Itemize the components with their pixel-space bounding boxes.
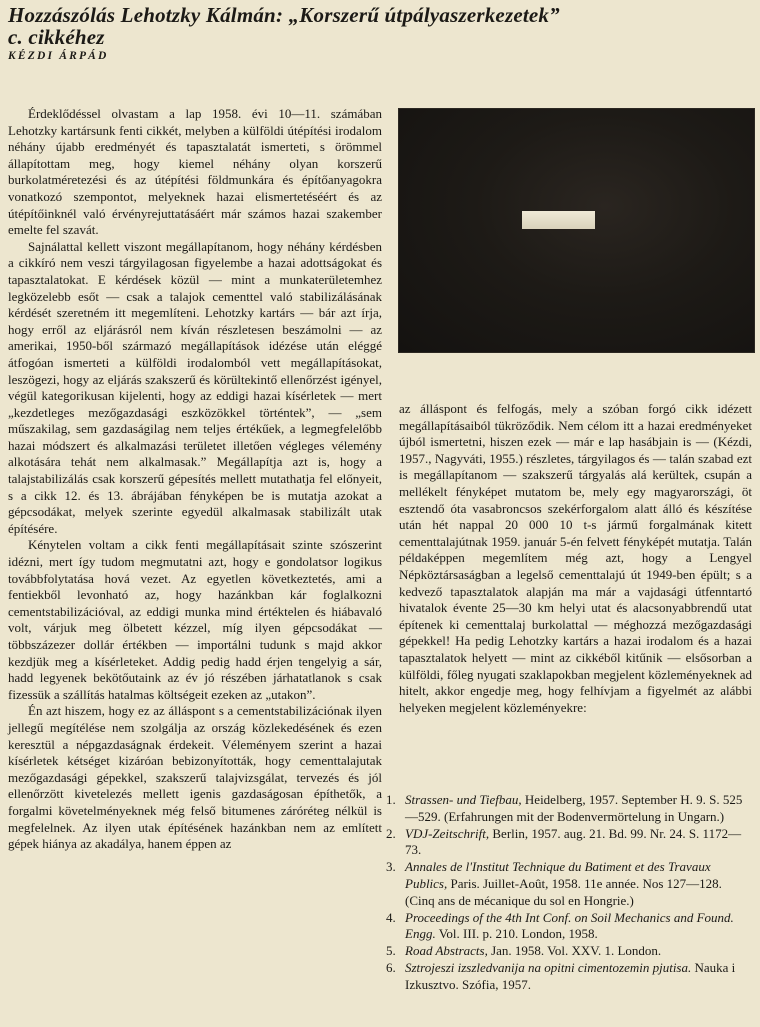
paragraph: Érdeklődéssel olvastam a lap 1958. évi 10—11. számában Lehotzky kartársunk fenti cikkét, melyben a külföldi útépítési irodalom néhány újabb eredményét és tapasztalatát ismerteti, s örömmel állapítottam meg, hogy kiemel néhány olyan korszerű burkolatméretezési és az útépítési földmunkára és építőanyagokra vonatkozó szempontot, melyeknek hazai elismertetéséért és az útépítőinknél való érvényrejuttatásáért már számos hazai szakember emelte fel szavát. bbox=[8, 106, 382, 238]
reference-item bbox=[380, 859, 752, 909]
reference-source: Annales de l'Institut Technique du Batiment et des Travaux Publics, bbox=[405, 859, 711, 891]
reference-item bbox=[380, 826, 752, 859]
reference-item bbox=[380, 943, 752, 960]
reference-source: Proceedings of the 4th Int Conf. on Soil Mechanics and Found. Engg. bbox=[405, 909, 734, 942]
reference-details: Jan. 1958. Vol. XXV. 1. London. bbox=[487, 943, 662, 959]
reference-item bbox=[380, 792, 752, 825]
reference-source: VDJ-Zeitschrift, bbox=[405, 825, 490, 841]
reference-source: Sztrojeszi izszledvanija na opitni cimentozemin pjutisa. bbox=[405, 960, 692, 976]
right-column bbox=[399, 401, 752, 716]
reference-item bbox=[380, 910, 752, 943]
reference-details: Heidelberg, 1957. September H. 9. S. 525—529. (Erfahrungen mit der Bodenvermörtelung in Ungarn.) bbox=[405, 792, 743, 824]
reference-details: Paris. Juillet-Août, 1958. 11e année. Nos 127—128. (Cinq ans de mécanique du sol en Hongrie.) bbox=[405, 875, 722, 908]
reference-list bbox=[380, 792, 752, 994]
reference-source: Road Abstracts, bbox=[405, 943, 488, 959]
reference-number: 1. bbox=[386, 792, 396, 807]
paragraph: Kénytelen voltam a cikk fenti megállapításait szinte szószerint idézni, mert így tudom megmutatni azt, hogy e gondolatsor logikus továbbfolytatása hová vezet. Az egyetlen következtetés, ami a fentiekből levonható az, hogy hazánkban kár foglalkozni cementstabilizációval, az eddigi munka mind értéktelen és hiábavaló volt, várjuk meg ölbetett kézzel, míg ilyen gépcsodákat — többszázezer dollár értékben — importálni tudunk s majd akkor kezdjük meg a kísérleteket. Addig pedig hadd érjen tengelyig a sár, hadd legyenek bekötőutaink az év jó részében járhatatlanok s csak fizessük a szállítás hatalmas költségeit ezeken az „utakon”. bbox=[8, 537, 382, 702]
reference-number: 2. bbox=[386, 825, 396, 841]
reference-item bbox=[380, 960, 752, 993]
road-photograph bbox=[398, 108, 755, 353]
reference-details: Berlin, 1957. aug. 21. Bd. 99. Nr. 24. S. 1172—73. bbox=[405, 825, 742, 858]
left-column bbox=[8, 106, 382, 853]
article-title bbox=[8, 4, 748, 48]
reference-number: 3. bbox=[386, 859, 396, 875]
paragraph: Én azt hiszem, hogy ez az álláspont s a cementstabilizációnak ilyen jellegű megítélése nem szolgálja az ország közlekedésének és ezen keresztül a népgazdaságnak érdekeit. Véleményem szerint a hazai kísérletek kétséget kizáróan bebizonyították, hogy cementtalajutak mezőgazdasági gépekkel, szakszerű talajvizsgálat, tervezés és jól ellenőrzött kivetelezés mellett igenis gazdaságosan építhetők, a forgalmi követelményeknek még felső bitumenes záróréteg nélkül is megfelelnek. Az ilyen utak építésének hazánkban nem az említett gépek hiánya az akadálya, hanem éppen az bbox=[8, 703, 382, 852]
photo-specimen bbox=[522, 211, 595, 229]
title-line-1: Hozzászólás Lehotzky Kálmán: „Korszerű útpályaszerkezetek” bbox=[8, 3, 560, 27]
title-line-2: c. cikkéhez bbox=[8, 25, 105, 49]
reference-number: 4. bbox=[386, 909, 396, 925]
paragraph: Sajnálattal kellett viszont megállapítanom, hogy néhány kérdésben a cikkíró nem veszi tárgyilagosan figyelembe a hazai adottságokat és tapasztalatokat. E kérdések közül — mint a munkaterületemhez legközelebb esőt — csak a talajok cementtel való stabilizálásának kérdését szeretném itt megemlíteni. Lehotzky kartárs — bár azt írja, hogy erről az eljárásról nem kíván részletesen beszámolni — az amerikai, 1950-ből származó megállapítások idézése után eléggé átfogóan ismerteti a külföldi irodalomból vett megállapításokat, leszögezi, hogy az eljárás szakszerű és körültekintő ellenőrzést igényel, végül kategorikusan kijelenti, hogy az eddigi hazai kísérletek — mert „kezdetleges mezőgazdasági eszközökkel történtek”, — „sem műszakilag, sem gazdaságilag nem teljes értékűek, a legmegfelelőbb hazai módszert és alkalmazási területet illetően végleges vélemény alkotására tehát nem alkalmasak.” Megállapítja azt is, hogy a talajstabilizálás csak korszerű gépesítés mellett mutathatja fel előnyeit, s a cikk 12. és 13. ábrájában fényképen be is mutatja azokat a gépcsodákat, melyek szerinte egyedül alkalmasak stabilizált utak építésére. bbox=[8, 238, 382, 536]
reference-number: 5. bbox=[386, 943, 396, 959]
reference-source: Strassen- und Tiefbau, bbox=[405, 792, 522, 807]
reference-number: 6. bbox=[386, 960, 396, 976]
author-name: KÉZDI ÁRPÁD bbox=[8, 50, 109, 62]
reference-details: Nauka i Izkusztvo. Szófia, 1957. bbox=[405, 960, 736, 993]
reference-details: Vol. III. p. 210. London, 1958. bbox=[435, 926, 598, 942]
paragraph: az álláspont és felfogás, mely a szóban forgó cikk idézett megállapításaiból tükröződik. Nem célom itt a hazai eredményeket újból ismertetni, hiszen ezek — már e lap hasábjain is — (Kézdi, 1957., Nagyváti, 1955.) részletes, tárgyilagos és — talán szabad ezt is megállapítanom — szakszerű tárgyalás alá kerültek, csupán a mellékelt fényképet mutatom be, mely egy magyarországi, öt esztendő óta vasabroncsos szekérforgalom alatt álló és készítése után hét nappal 20 000 10 t-s jármű forgalmának kitett cementtalajútnak 1959. január 5-én felvett fényképét mutatja. Talán példaképpen megemlítem még azt, hogy a Lengyel Népköztársaságban a legelső cementtalajú út 1949-ben épült; s a kedvező tapasztalatok alapján ma már a vajdasági útfenntartó hivatalok évente 25—30 km helyi utat és alacsonyabbrendű utat építenek ki cementtalaj burkolattal — méghozzá mezőgazdasági gépekkel! Ha pedig Lehotzky kartárs a hazai irodalom és a hazai tapasztalatok helyett — mint az cikkéből kitűnik — elsősorban a külföldi, főleg nyugati szaklapokban megjelent közleményeknek ad hitelt, akkor engedje meg, hogy felhívjam a figyelmét az alábbi helyeken megjelent közleményekre: bbox=[399, 401, 752, 715]
